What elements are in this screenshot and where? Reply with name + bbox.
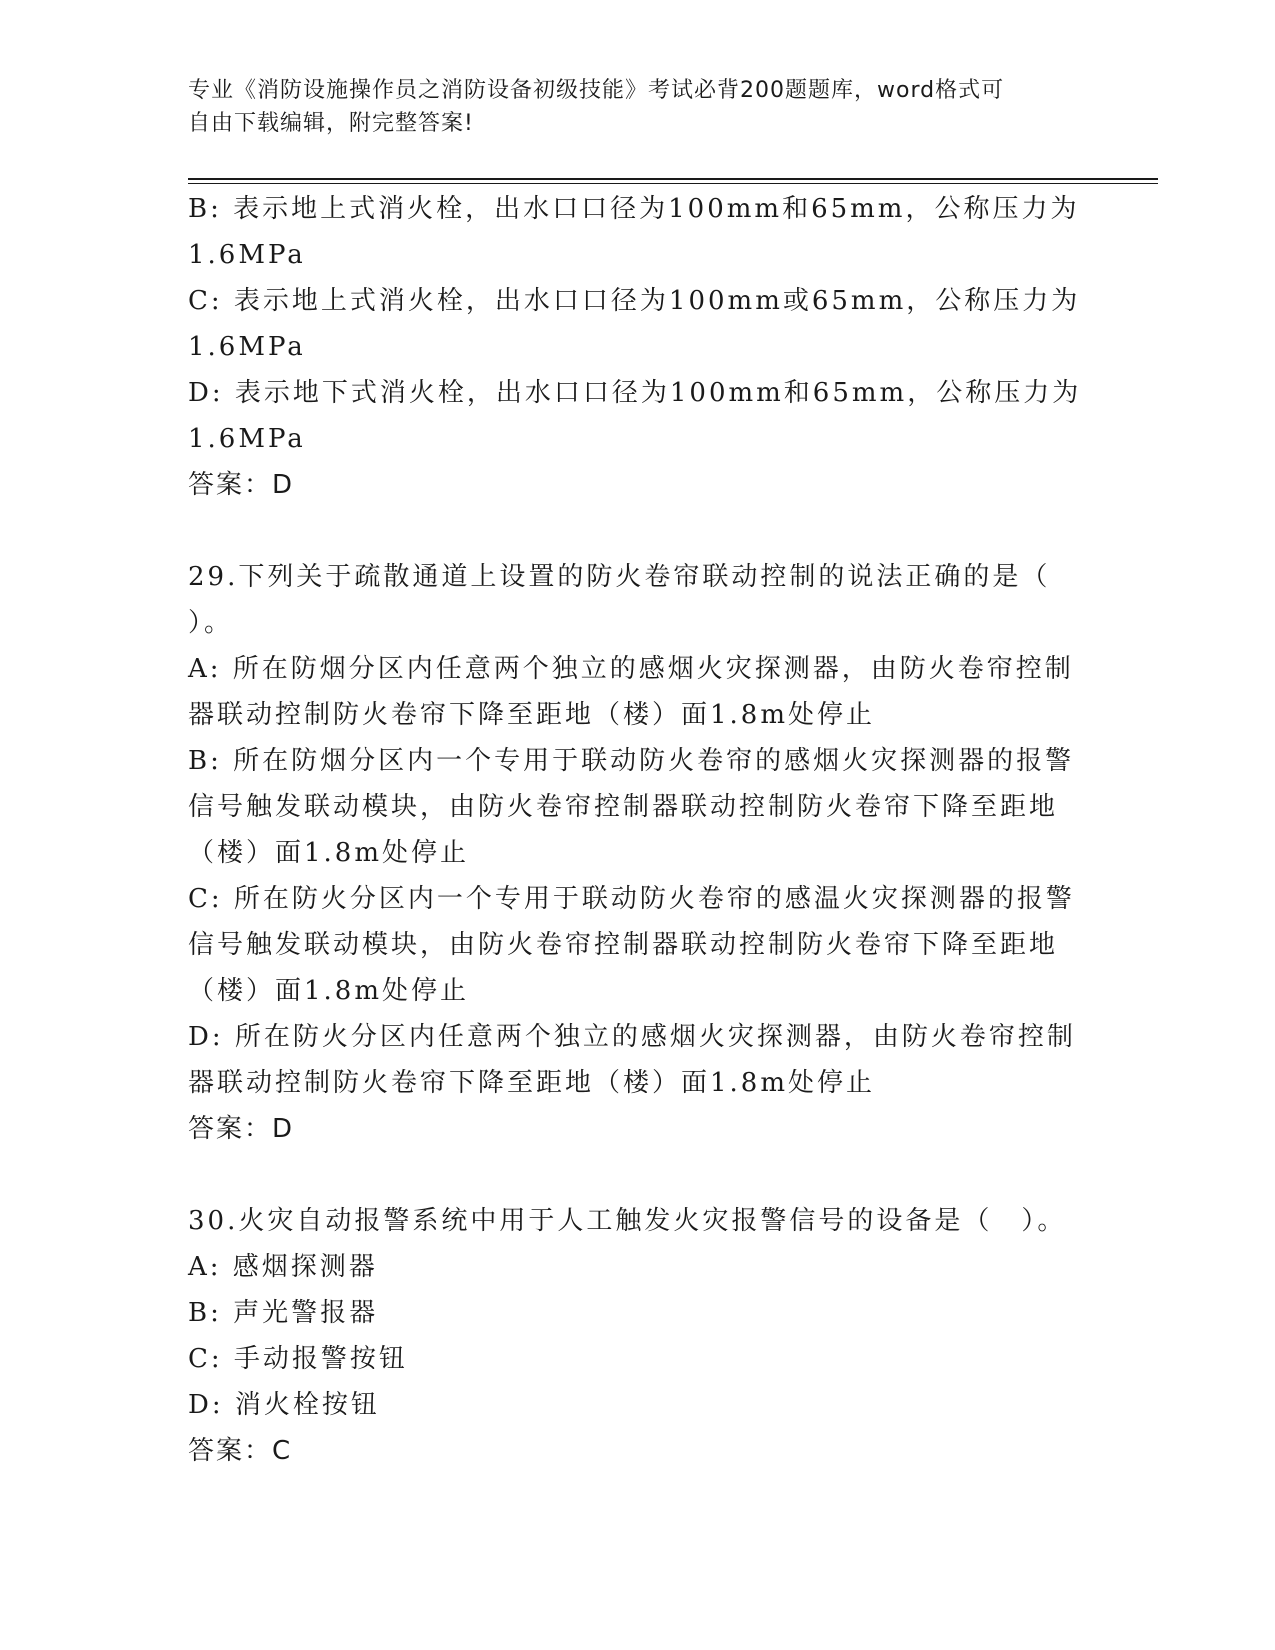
q28-option-c-line-2: 1.6MPa <box>188 332 306 362</box>
q28-option-c-line-1: C: 表示地上式消火栓，出水口口径为100mm或65mm，公称压力为 <box>188 286 1081 316</box>
document-body <box>188 186 1088 1474</box>
q28-answer: 答案：D <box>188 470 295 500</box>
spacer <box>188 1152 1088 1198</box>
header-divider-thick <box>188 178 1158 180</box>
q29-question-line-2: ）。 <box>188 608 234 638</box>
q29-option-d-line-1: D: 所在防火分区内任意两个独立的感烟火灾探测器，由防火卷帘控制 <box>188 1022 1076 1052</box>
q29-option-b-line-3: （楼）面1.8m处停止 <box>188 838 470 868</box>
q29-option-a-line-2: 器联动控制防火卷帘下降至距地（楼）面1.8m处停止 <box>188 700 876 730</box>
q29-answer: 答案：D <box>188 1114 295 1144</box>
q29-question-line-1: 29.下列关于疏散通道上设置的防火卷帘联动控制的说法正确的是（ <box>188 562 1051 592</box>
q29-option-a-line-1: A: 所在防烟分区内任意两个独立的感烟火灾探测器，由防火卷帘控制 <box>188 654 1074 684</box>
header-title-line-2: 自由下载编辑，附完整答案! <box>188 111 474 136</box>
q28-option-b-line-1: B: 表示地上式消火栓，出水口口径为100mm和65mm，公称压力为 <box>188 194 1080 224</box>
q30-option-c: C: 手动报警按钮 <box>188 1344 408 1374</box>
q29-option-b-line-1: B: 所在防烟分区内一个专用于联动防火卷帘的感烟火灾探测器的报警 <box>188 746 1075 776</box>
q29-option-b-line-2: 信号触发联动模块，由防火卷帘控制器联动控制防火卷帘下降至距地 <box>188 792 1059 822</box>
spacer <box>188 508 1088 554</box>
question-29-block <box>188 554 1088 1152</box>
q30-answer: 答案：C <box>188 1436 293 1466</box>
q30-option-d: D: 消火栓按钮 <box>188 1390 380 1420</box>
header-title-line-1: 专业《消防设施操作员之消防设备初级技能》考试必背200题题库，word格式可 <box>188 78 1005 103</box>
header-divider-thin <box>188 183 1158 184</box>
q28-option-b-line-2: 1.6MPa <box>188 240 306 270</box>
q30-option-a: A: 感烟探测器 <box>188 1252 378 1282</box>
q28-option-d-line-2: 1.6MPa <box>188 424 306 454</box>
q30-question: 30.火灾自动报警系统中用于人工触发火灾报警信号的设备是（ ）。 <box>188 1206 1067 1236</box>
q29-option-c-line-1: C: 所在防火分区内一个专用于联动防火卷帘的感温火灾探测器的报警 <box>188 884 1075 914</box>
q29-option-c-line-3: （楼）面1.8m处停止 <box>188 976 470 1006</box>
document-header <box>188 74 1068 140</box>
q30-option-b: B: 声光警报器 <box>188 1298 379 1328</box>
q29-option-c-line-2: 信号触发联动模块，由防火卷帘控制器联动控制防火卷帘下降至距地 <box>188 930 1059 960</box>
question-30-block <box>188 1198 1088 1474</box>
q29-option-d-line-2: 器联动控制防火卷帘下降至距地（楼）面1.8m处停止 <box>188 1068 876 1098</box>
question-28-block <box>188 186 1088 508</box>
q28-option-d-line-1: D: 表示地下式消火栓，出水口口径为100mm和65mm，公称压力为 <box>188 378 1082 408</box>
